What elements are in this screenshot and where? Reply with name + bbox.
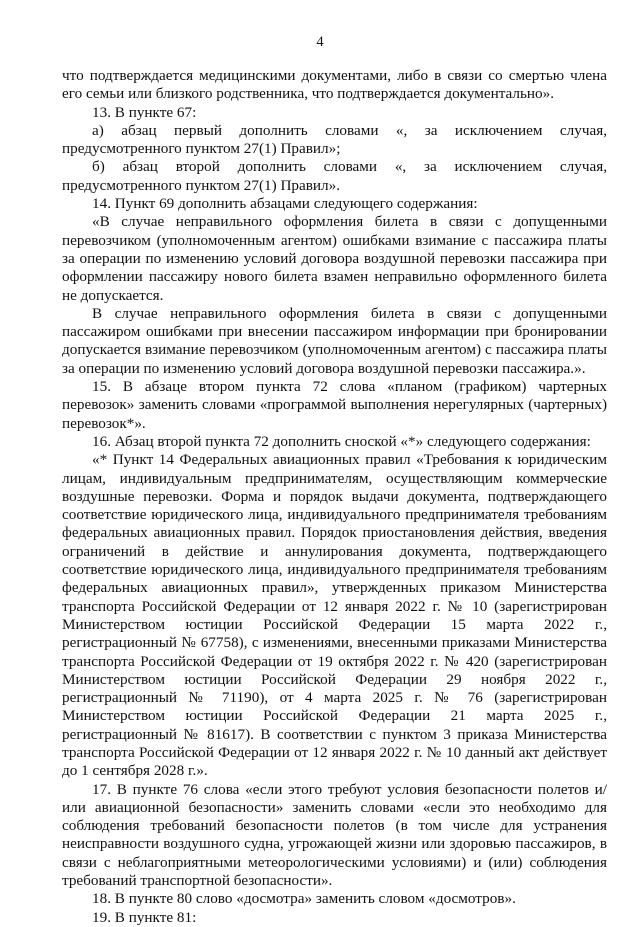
paragraph-item-14: 14. Пункт 69 дополнить абзацами следующего содержания:: [92, 195, 478, 213]
paragraph-item-15: 15. В абзаце втором пункта 72 слова «планом (графиком) чартерных перевозок» заменить словами «программой выполнения нерегулярных (чартерных) перевозок*».: [62, 378, 607, 432]
paragraph-item-13b: б) абзац второй дополнить словами «, за исключением случая, предусмотренного пунктом 27(1) Правил».: [62, 158, 607, 194]
paragraph-item-13: 13. В пункте 67:: [92, 103, 197, 121]
document-body: [62, 67, 607, 927]
paragraph-item-18: 18. В пункте 80 слово «досмотра» заменить словом «досмотров».: [92, 890, 516, 908]
paragraph-item-19: 19. В пункте 81:: [92, 908, 197, 926]
paragraph-item-17: 17. В пункте 76 слова «если этого требуют условия безопасности полетов и/или авиационной безопасности» заменить словами «если это необходимо для соблюдения требований безопасности полетов (в том числе для устранения неисправности воздушного судна, угрожающей жизни или здоровью пассажиров, в связи с неблагоприятными метеорологическими условиями) и (или) соблюдения требований транспортной безопасности».: [62, 780, 607, 890]
paragraph-item-16-footnote: «* Пункт 14 Федеральных авиационных правил «Требования к юридическим лицам, индивидуальным предпринимателям, осуществляющим коммерческие воздушные перевозки. Форма и порядок выдачи документа, подтверждающего соответствие юридического лица, индивидуального предпринимателя требованиям федеральных авиационных правил. Порядок приостановления действия, введения ограничений в действие и аннулирования документа, подтверждающего соответствие юридического лица, индивидуального предпринимателя требованиям федеральных авиационных правил», утвержденных приказом Министерства транспорта Российской Федерации от 12 января 2022 г. № 10 (зарегистрирован Министерством юстиции Российской Федерации 15 марта 2022 г., регистрационный № 67758), с изменениями, внесенными приказами Министерства транспорта Российской Федерации от 19 октября 2022 г. № 420 (зарегистрирован Министерством юстиции Российской Федерации 29 ноября 2022 г., регистрационный № 71190), от 4 марта 2025 г. № 76 (зарегистрирован Министерством юстиции Российской Федерации 21 марта 2025 г., регистрационный № 81617). В соответствии с пунктом 3 приказа Министерства транспорта Российской Федерации от 12 января 2022 г. № 10 данный акт действует до 1 сентября 2028 г.».: [62, 451, 607, 780]
paragraph-continuation: что подтверждается медицинскими документами, либо в связи со смертью члена его семьи или близкого родственника, что подтверждается документально».: [62, 67, 607, 103]
paragraph-item-14-quote-1: «В случае неправильного оформления билета в связи с допущенными перевозчиком (уполномоченным агентом) ошибками взимание с пассажира платы за операции по изменению условий договора воздушной перевозки пассажира при оформлении пассажиру нового билета взамен неправильно оформленного билета не допускается.: [62, 213, 607, 304]
paragraph-item-14-quote-2: В случае неправильного оформления билета в связи с допущенными пассажиром ошибками при внесении пассажиром информации при бронировании допускается взимание перевозчиком (уполномоченным агентом) с пассажира платы за операции по изменению условий договора воздушной перевозки пассажира.».: [62, 304, 607, 377]
page-number: 4: [316, 34, 324, 50]
paragraph-item-13a: а) абзац первый дополнить словами «, за исключением случая, предусмотренного пунктом 27(1) Правил»;: [62, 121, 607, 158]
paragraph-item-16: 16. Абзац второй пункта 72 дополнить сноской «*» следующего содержания:: [92, 432, 591, 450]
